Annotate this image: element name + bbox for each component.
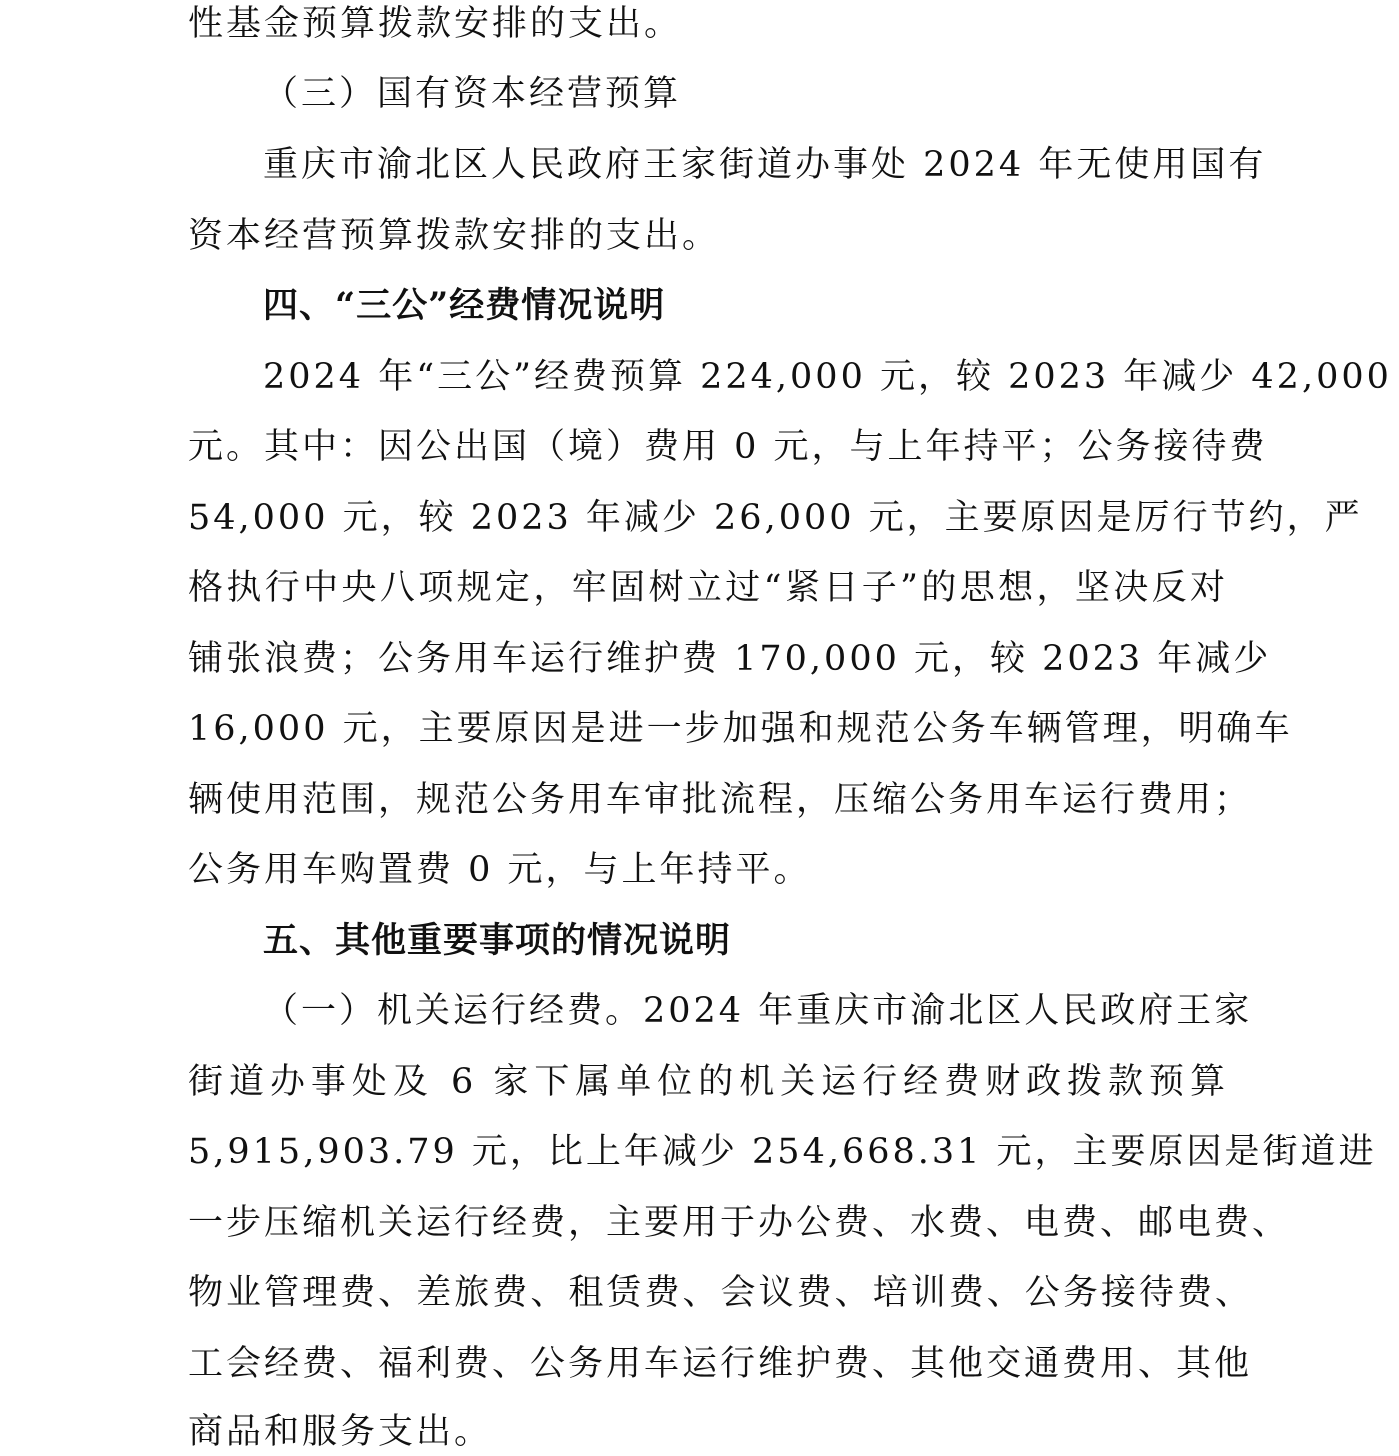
paragraph-line: 商品和服务支出。 xyxy=(188,1412,493,1452)
paragraph-line: 街道办事处及 6 家下属单位的机关运行经费财政拨款预算 xyxy=(188,1062,1228,1102)
paragraph-line: （一）机关运行经费。2024 年重庆市渝北区人民政府王家 xyxy=(263,991,1253,1031)
paragraph-line: 公务用车购置费 0 元，与上年持平。 xyxy=(188,850,812,890)
section-heading: 四、“三公”经费情况说明 xyxy=(263,285,666,326)
section-heading: 五、其他重要事项的情况说明 xyxy=(263,920,732,961)
paragraph-line: 重庆市渝北区人民政府王家街道办事处 2024 年无使用国有 xyxy=(263,145,1267,185)
paragraph-line: 辆使用范围，规范公务用车审批流程，压缩公务用车运行费用； xyxy=(188,780,1253,820)
paragraph-line: 格执行中央八项规定，牢固树立过“紧日子”的思想，坚决反对 xyxy=(188,568,1228,608)
paragraph-line: 物业管理费、差旅费、租赁费、会议费、培训费、公务接待费、 xyxy=(188,1273,1253,1313)
paragraph-line: 54,000 元，较 2023 年减少 26,000 元，主要原因是厉行节约，严 xyxy=(188,498,1363,538)
paragraph-line: 工会经费、福利费、公务用车运行维护费、其他交通费用、其他 xyxy=(188,1344,1253,1384)
subsection-title: （三）国有资本经营预算 xyxy=(263,74,682,114)
paragraph-line: 16,000 元，主要原因是进一步加强和规范公务车辆管理，明确车 xyxy=(188,709,1293,749)
paragraph-line: 铺张浪费；公务用车运行维护费 170,000 元，较 2023 年减少 xyxy=(188,639,1272,679)
paragraph-line: 一步压缩机关运行经费，主要用于办公费、水费、电费、邮电费、 xyxy=(188,1203,1291,1243)
paragraph-line: 2024 年“三公”经费预算 224,000 元，较 2023 年减少 42,000 xyxy=(263,357,1392,397)
paragraph-line: 资本经营预算拨款安排的支出。 xyxy=(188,216,721,256)
paragraph-line: 元。其中：因公出国（境）费用 0 元，与上年持平；公务接待费 xyxy=(188,427,1268,467)
paragraph-line: 5,915,903.79 元，比上年减少 254,668.31 元，主要原因是街道进 xyxy=(188,1132,1377,1172)
paragraph-line: 性基金预算拨款安排的支出。 xyxy=(188,4,683,44)
